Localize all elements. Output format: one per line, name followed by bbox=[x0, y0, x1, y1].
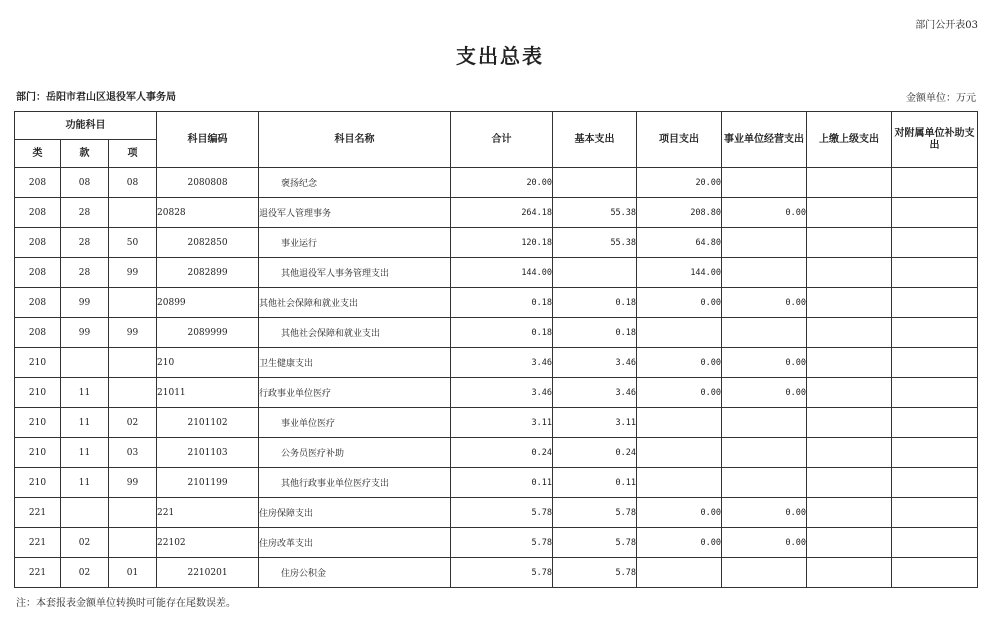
cell-xiang: 99 bbox=[109, 468, 157, 498]
cell-project: 0.00 bbox=[637, 528, 722, 558]
cell-upper bbox=[807, 288, 892, 318]
cell-basic bbox=[553, 258, 637, 288]
table-number-label: 部门公开表03 bbox=[915, 20, 978, 31]
cell-lei: 208 bbox=[15, 168, 61, 198]
cell-lei: 208 bbox=[15, 318, 61, 348]
cell-subsidy bbox=[892, 168, 978, 198]
cell-kuan: 11 bbox=[61, 408, 109, 438]
cell-lei: 221 bbox=[15, 498, 61, 528]
cell-subject-code: 20899 bbox=[157, 288, 259, 318]
cell-subject-name: 其他社会保障和就业支出 bbox=[259, 318, 451, 348]
cell-subject-name: 公务员医疗补助 bbox=[259, 438, 451, 468]
cell-lei: 208 bbox=[15, 198, 61, 228]
cell-subject-code: 2089999 bbox=[157, 318, 259, 348]
department-label: 部门：岳阳市君山区退役军人事务局 bbox=[16, 92, 176, 103]
cell-project: 0.00 bbox=[637, 498, 722, 528]
header-project-expenditure: 项目支出 bbox=[637, 112, 722, 168]
cell-basic: 0.24 bbox=[553, 438, 637, 468]
cell-project bbox=[637, 408, 722, 438]
cell-kuan bbox=[61, 498, 109, 528]
cell-business bbox=[722, 258, 807, 288]
header-xiang: 项 bbox=[109, 140, 157, 168]
cell-subject-code: 2101199 bbox=[157, 468, 259, 498]
table-row bbox=[15, 288, 978, 318]
header-function-subject: 功能科目 bbox=[15, 112, 157, 140]
cell-business bbox=[722, 558, 807, 588]
cell-subject-code: 2082899 bbox=[157, 258, 259, 288]
cell-total: 144.00 bbox=[451, 258, 553, 288]
cell-subject-code: 2082850 bbox=[157, 228, 259, 258]
header-basic-expenditure: 基本支出 bbox=[553, 112, 637, 168]
header-subject-code: 科目编码 bbox=[157, 112, 259, 168]
cell-subsidy bbox=[892, 558, 978, 588]
cell-business: 0.00 bbox=[722, 498, 807, 528]
cell-total: 3.46 bbox=[451, 348, 553, 378]
cell-business: 0.00 bbox=[722, 198, 807, 228]
cell-subject-code: 20828 bbox=[157, 198, 259, 228]
cell-project: 208.80 bbox=[637, 198, 722, 228]
cell-xiang: 50 bbox=[109, 228, 157, 258]
table-row bbox=[15, 498, 978, 528]
cell-kuan: 02 bbox=[61, 528, 109, 558]
cell-subject-name: 事业运行 bbox=[259, 228, 451, 258]
cell-subject-code: 22102 bbox=[157, 528, 259, 558]
table-row bbox=[15, 438, 978, 468]
table-row bbox=[15, 378, 978, 408]
cell-subject-name: 其他退役军人事务管理支出 bbox=[259, 258, 451, 288]
cell-total: 3.11 bbox=[451, 408, 553, 438]
cell-project: 0.00 bbox=[637, 378, 722, 408]
cell-basic: 5.78 bbox=[553, 498, 637, 528]
cell-subject-code: 2080808 bbox=[157, 168, 259, 198]
cell-lei: 210 bbox=[15, 408, 61, 438]
cell-subsidy bbox=[892, 258, 978, 288]
table-row bbox=[15, 468, 978, 498]
cell-subsidy bbox=[892, 408, 978, 438]
table-body bbox=[15, 168, 978, 588]
cell-xiang: 99 bbox=[109, 258, 157, 288]
footnote: 注：本套报表金额单位转换时可能存在尾数误差。 bbox=[16, 598, 236, 609]
cell-basic: 0.18 bbox=[553, 318, 637, 348]
cell-business bbox=[722, 168, 807, 198]
cell-upper bbox=[807, 258, 892, 288]
cell-lei: 210 bbox=[15, 468, 61, 498]
cell-basic: 5.78 bbox=[553, 528, 637, 558]
cell-basic bbox=[553, 168, 637, 198]
cell-project: 64.80 bbox=[637, 228, 722, 258]
cell-subject-name: 卫生健康支出 bbox=[259, 348, 451, 378]
cell-business bbox=[722, 408, 807, 438]
table-row bbox=[15, 348, 978, 378]
cell-upper bbox=[807, 378, 892, 408]
cell-business bbox=[722, 468, 807, 498]
cell-total: 120.18 bbox=[451, 228, 553, 258]
cell-total: 20.00 bbox=[451, 168, 553, 198]
cell-subject-code: 2210201 bbox=[157, 558, 259, 588]
cell-xiang: 01 bbox=[109, 558, 157, 588]
cell-xiang bbox=[109, 288, 157, 318]
cell-subject-name: 其他社会保障和就业支出 bbox=[259, 288, 451, 318]
cell-xiang bbox=[109, 348, 157, 378]
cell-subject-code: 221 bbox=[157, 498, 259, 528]
cell-business: 0.00 bbox=[722, 348, 807, 378]
table-row bbox=[15, 558, 978, 588]
cell-basic: 5.78 bbox=[553, 558, 637, 588]
cell-basic: 0.18 bbox=[553, 288, 637, 318]
cell-xiang: 02 bbox=[109, 408, 157, 438]
cell-kuan: 28 bbox=[61, 258, 109, 288]
cell-subsidy bbox=[892, 498, 978, 528]
cell-upper bbox=[807, 558, 892, 588]
cell-business: 0.00 bbox=[722, 528, 807, 558]
cell-subject-name: 事业单位医疗 bbox=[259, 408, 451, 438]
cell-upper bbox=[807, 468, 892, 498]
cell-basic: 3.46 bbox=[553, 348, 637, 378]
cell-kuan: 99 bbox=[61, 318, 109, 348]
cell-project: 144.00 bbox=[637, 258, 722, 288]
expenditure-table bbox=[14, 111, 978, 588]
cell-project: 0.00 bbox=[637, 288, 722, 318]
cell-subject-name: 住房公积金 bbox=[259, 558, 451, 588]
cell-project: 0.00 bbox=[637, 348, 722, 378]
cell-total: 0.24 bbox=[451, 438, 553, 468]
header-subject-name: 科目名称 bbox=[259, 112, 451, 168]
cell-lei: 208 bbox=[15, 228, 61, 258]
cell-subject-name: 褒扬纪念 bbox=[259, 168, 451, 198]
table-row bbox=[15, 258, 978, 288]
cell-basic: 0.11 bbox=[553, 468, 637, 498]
cell-total: 0.11 bbox=[451, 468, 553, 498]
cell-kuan: 11 bbox=[61, 438, 109, 468]
cell-upper bbox=[807, 498, 892, 528]
cell-subsidy bbox=[892, 378, 978, 408]
cell-subject-code: 2101103 bbox=[157, 438, 259, 468]
cell-kuan: 28 bbox=[61, 228, 109, 258]
cell-xiang bbox=[109, 528, 157, 558]
header-upper-expenditure: 上缴上级支出 bbox=[807, 112, 892, 168]
cell-total: 3.46 bbox=[451, 378, 553, 408]
page-title: 支出总表 bbox=[456, 44, 544, 68]
cell-total: 5.78 bbox=[451, 498, 553, 528]
cell-project bbox=[637, 318, 722, 348]
cell-lei: 221 bbox=[15, 558, 61, 588]
cell-subject-code: 21011 bbox=[157, 378, 259, 408]
table-row bbox=[15, 228, 978, 258]
cell-xiang bbox=[109, 198, 157, 228]
cell-subsidy bbox=[892, 228, 978, 258]
cell-lei: 221 bbox=[15, 528, 61, 558]
cell-kuan: 28 bbox=[61, 198, 109, 228]
cell-subject-name: 其他行政事业单位医疗支出 bbox=[259, 468, 451, 498]
header-subsidy-expenditure: 对附属单位补助支出 bbox=[892, 112, 978, 168]
cell-upper bbox=[807, 318, 892, 348]
cell-business bbox=[722, 438, 807, 468]
cell-subsidy bbox=[892, 438, 978, 468]
cell-subsidy bbox=[892, 318, 978, 348]
cell-business: 0.00 bbox=[722, 288, 807, 318]
cell-subject-name: 住房改革支出 bbox=[259, 528, 451, 558]
cell-xiang bbox=[109, 498, 157, 528]
header-lei: 类 bbox=[15, 140, 61, 168]
cell-upper bbox=[807, 408, 892, 438]
cell-business: 0.00 bbox=[722, 378, 807, 408]
cell-upper bbox=[807, 198, 892, 228]
cell-project: 20.00 bbox=[637, 168, 722, 198]
cell-total: 5.78 bbox=[451, 558, 553, 588]
cell-business bbox=[722, 228, 807, 258]
cell-kuan: 08 bbox=[61, 168, 109, 198]
cell-total: 5.78 bbox=[451, 528, 553, 558]
cell-total: 0.18 bbox=[451, 288, 553, 318]
cell-subsidy bbox=[892, 468, 978, 498]
cell-business bbox=[722, 318, 807, 348]
cell-upper bbox=[807, 168, 892, 198]
cell-upper bbox=[807, 438, 892, 468]
cell-upper bbox=[807, 228, 892, 258]
table-row bbox=[15, 318, 978, 348]
header-total: 合计 bbox=[451, 112, 553, 168]
cell-subsidy bbox=[892, 348, 978, 378]
cell-xiang: 08 bbox=[109, 168, 157, 198]
cell-subsidy bbox=[892, 198, 978, 228]
cell-subsidy bbox=[892, 528, 978, 558]
cell-kuan bbox=[61, 348, 109, 378]
cell-upper bbox=[807, 528, 892, 558]
cell-lei: 210 bbox=[15, 348, 61, 378]
cell-subsidy bbox=[892, 288, 978, 318]
cell-kuan: 02 bbox=[61, 558, 109, 588]
cell-lei: 210 bbox=[15, 438, 61, 468]
table-row bbox=[15, 408, 978, 438]
cell-lei: 208 bbox=[15, 288, 61, 318]
cell-lei: 210 bbox=[15, 378, 61, 408]
cell-subject-code: 210 bbox=[157, 348, 259, 378]
cell-basic: 55.38 bbox=[553, 198, 637, 228]
cell-project bbox=[637, 438, 722, 468]
header-business-expenditure: 事业单位经营支出 bbox=[722, 112, 807, 168]
cell-subject-name: 行政事业单位医疗 bbox=[259, 378, 451, 408]
cell-subject-name: 退役军人管理事务 bbox=[259, 198, 451, 228]
cell-kuan: 99 bbox=[61, 288, 109, 318]
cell-total: 264.18 bbox=[451, 198, 553, 228]
cell-kuan: 11 bbox=[61, 378, 109, 408]
amount-unit-label: 金额单位：万元 bbox=[906, 93, 976, 104]
cell-upper bbox=[807, 348, 892, 378]
table-row bbox=[15, 168, 978, 198]
cell-kuan: 11 bbox=[61, 468, 109, 498]
table-row bbox=[15, 528, 978, 558]
cell-basic: 55.38 bbox=[553, 228, 637, 258]
cell-project bbox=[637, 468, 722, 498]
header-kuan: 款 bbox=[61, 140, 109, 168]
table-row bbox=[15, 198, 978, 228]
cell-xiang bbox=[109, 378, 157, 408]
cell-basic: 3.46 bbox=[553, 378, 637, 408]
cell-total: 0.18 bbox=[451, 318, 553, 348]
cell-lei: 208 bbox=[15, 258, 61, 288]
cell-basic: 3.11 bbox=[553, 408, 637, 438]
cell-subject-code: 2101102 bbox=[157, 408, 259, 438]
cell-project bbox=[637, 558, 722, 588]
cell-subject-name: 住房保障支出 bbox=[259, 498, 451, 528]
cell-xiang: 03 bbox=[109, 438, 157, 468]
cell-xiang: 99 bbox=[109, 318, 157, 348]
